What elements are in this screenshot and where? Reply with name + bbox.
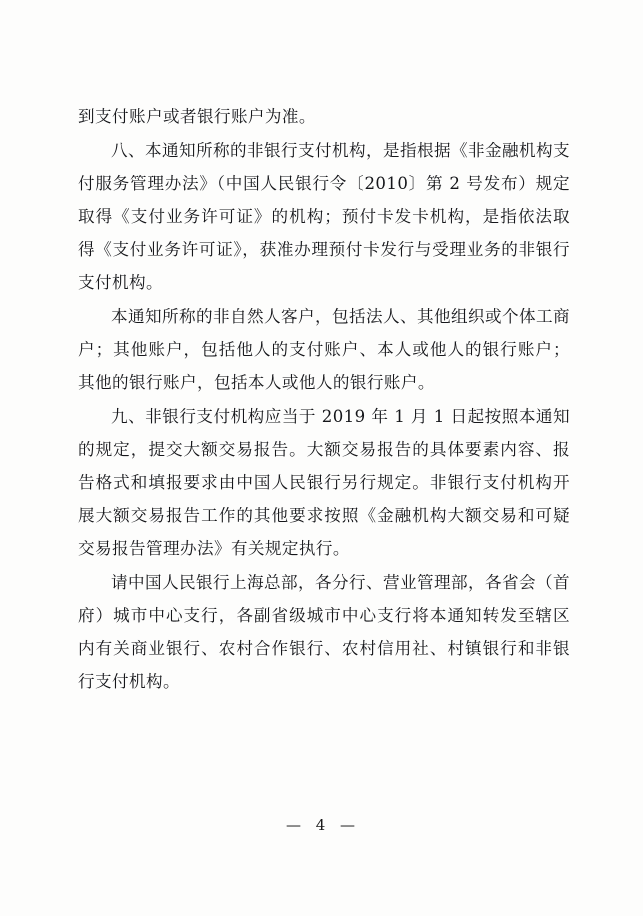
document-body (78, 100, 570, 699)
footer-left-dash: — (285, 816, 303, 834)
footer-right-dash: — (340, 816, 358, 834)
paragraph-article-9: 九、非银行支付机构应当于 2019 年 1 月 1 日起按照本通知的规定，提交大额交易报告。大额交易报告的具体要素内容、报告格式和填报要求由中国人民银行另行规定。非银行支付机构开展大额交易报告工作的其他要求按照《金融机构大额交易和可疑交易报告管理办法》有关规定执行。 (78, 407, 570, 558)
paragraph-article-8: 八、本通知所称的非银行支付机构，是指根据《非金融机构支付服务管理办法》（中国人民银行令〔2010〕第 2 号发布）规定取得《支付业务许可证》的机构；预付卡发卡机构，是指依法取得《支付业务许可证》，获准办理预付卡发行与受理业务的非银行支付机构。 (78, 141, 570, 292)
page-footer (0, 816, 643, 834)
paragraph-continued: 到支付账户或者银行账户为准。 (78, 107, 316, 126)
paragraph-distribution: 请中国人民银行上海总部，各分行、营业管理部，各省会（首府）城市中心支行，各副省级城市中心支行将本通知转发至辖区内有关商业银行、农村合作银行、农村信用社、村镇银行和非银行支付机构。 (78, 573, 570, 691)
paragraph-definitions: 本通知所称的非自然人客户，包括法人、其他组织或个体工商户；其他账户，包括他人的支付账户、本人或他人的银行账户；其他的银行账户，包括本人或他人的银行账户。 (78, 307, 570, 392)
page-number: 4 (315, 816, 328, 834)
